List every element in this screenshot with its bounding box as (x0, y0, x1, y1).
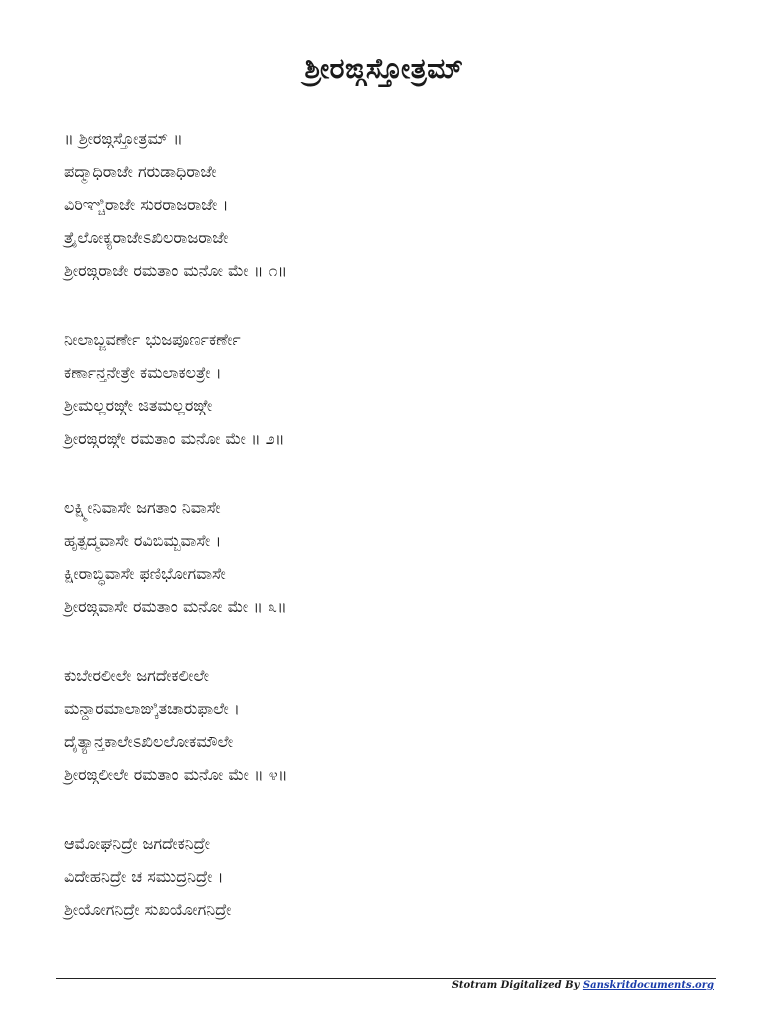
verse-line: ಕರ್ಣಾನ್ತನೇತ್ರೇ ಕಮಲಾಕಲತ್ರೇ । (64, 363, 222, 382)
verse-line: ಶ್ರೀಮಲ್ಲರಙ್ಗೇ ಜಿತಮಲ್ಲರಙ್ಗೇ (64, 396, 213, 415)
verse-line: ಕ್ಷೀರಾಬ್ಧಿವಾಸೇ ಫಣಿಭೋಗವಾಸೇ (64, 564, 226, 583)
verse-line: ಶ್ರೀರಙ್ಗರಙ್ಗೇ ರಮತಾಂ ಮನೋ ಮೇ ॥ ೨॥ (64, 429, 285, 448)
verse-2 (64, 323, 724, 455)
footer-prefix: Stotram Digitalized By (451, 980, 583, 991)
verse-line: ಶ್ರೀರಙ್ಗರಾಜೇ ರಮತಾಂ ಮನೋ ಮೇ ॥ ೧॥ (64, 261, 288, 280)
verse-3 (64, 491, 724, 623)
page-title: ಶ್ರೀರಙ್ಗಸ್ತೋತ್ರಮ್ (304, 52, 464, 85)
verse-line: ಪದ್ಮಾಧಿರಾಜೇ ಗರುಡಾಧಿರಾಜೇ (64, 162, 217, 181)
footer-credit (452, 980, 714, 991)
verse-line: ವಿರಿಞ್ಚಿರಾಜೇ ಸುರರಾಜರಾಜೇ । (64, 195, 229, 214)
verse-line: ತ್ರೈಲೋಕ್ಯರಾಜೇಽಖಿಲರಾಜರಾಜೇ (64, 228, 229, 247)
verse-line: ಮನ್ದಾರಮಾಲಾಙ್ಕಿತಚಾರುಫಾಲೇ । (64, 699, 240, 718)
stotram-body (64, 122, 724, 926)
sanskritdocuments-link[interactable]: Sanskritdocuments.org (582, 980, 714, 991)
verse-line: ದೈತ್ಯಾನ್ತಕಾಲೇಽಖಿಲಲೋಕಮೌಲೇ (64, 732, 234, 751)
verse-gap (64, 455, 724, 491)
verse-1 (64, 122, 724, 287)
verse-line: ಲಕ್ಷ್ಮೀನಿವಾಸೇ ಜಗತಾಂ ನಿವಾಸೇ (64, 498, 221, 517)
verse-line: ಆಮೋಘನಿದ್ರೇ ಜಗದೇಕನಿದ್ರೇ (64, 834, 210, 853)
footer-divider (56, 978, 716, 979)
verse-gap (64, 287, 724, 323)
verse-line: ಶ್ರೀಯೋಗನಿದ್ರೇ ಸುಖಯೋಗನಿದ್ರೇ (64, 900, 232, 919)
verse-gap (64, 623, 724, 659)
verse-5 (64, 827, 724, 926)
verse-line: ॥ ಶ್ರೀರಙ್ಗಸ್ತೋತ್ರಮ್ ॥ (64, 129, 183, 148)
verse-line: ಹೃತ್ಪದ್ಮವಾಸೇ ರವಿಬಿಮ್ಬವಾಸೇ । (64, 531, 222, 550)
verse-line: ಶ್ರೀರಙ್ಗಲೀಲೇ ರಮತಾಂ ಮನೋ ಮೇ ॥ ೪॥ (64, 765, 288, 784)
verse-line: ನೀಲಾಬ್ಜವರ್ಣೇ ಭುಜಪೂರ್ಣಕರ್ಣೇ (64, 330, 241, 349)
verse-line: ಶ್ರೀರಙ್ಗವಾಸೇ ರಮತಾಂ ಮನೋ ಮೇ ॥ ೩॥ (64, 597, 287, 616)
verse-line: ಕುಬೇರಲೀಲೇ ಜಗದೇಕಲೀಲೇ (64, 666, 210, 685)
verse-4 (64, 659, 724, 791)
verse-gap (64, 791, 724, 827)
verse-line: ವಿದೇಹನಿದ್ರೇ ಚ ಸಮುದ್ರನಿದ್ರೇ । (64, 867, 224, 886)
